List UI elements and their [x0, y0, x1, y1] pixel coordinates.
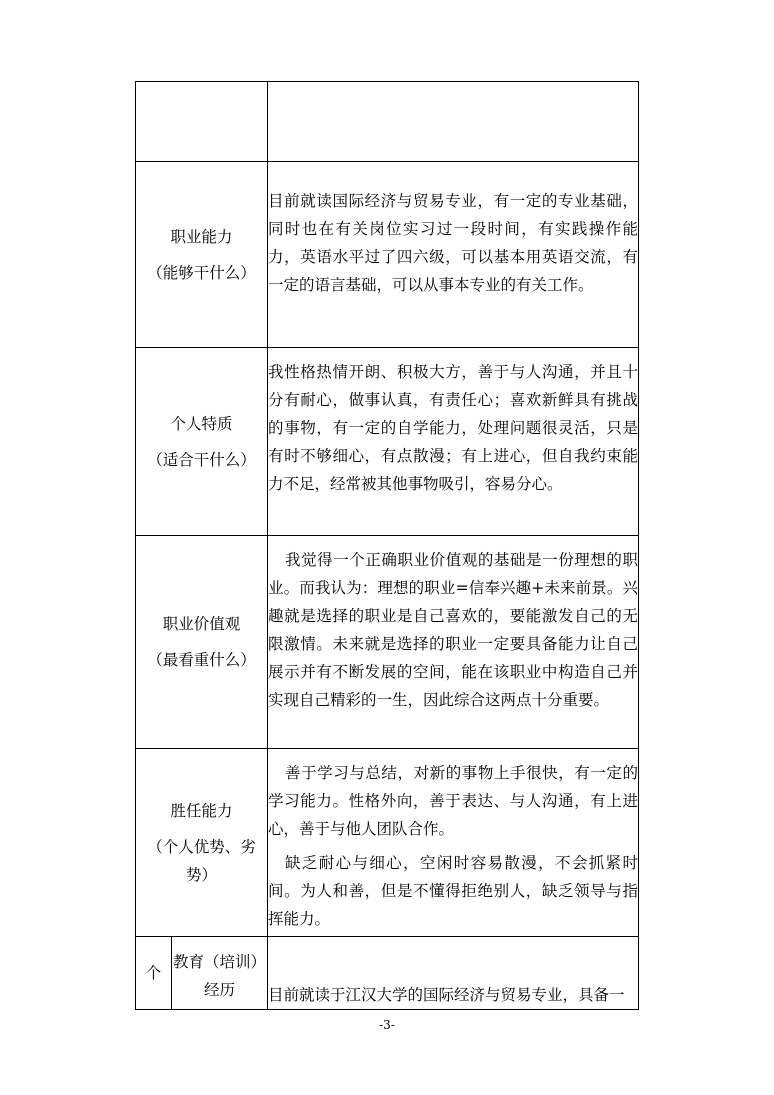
empty-content-cell: [268, 82, 639, 162]
ability-label-cell: [136, 162, 268, 348]
table-row-empty: [136, 82, 639, 162]
career-planning-table: [135, 81, 639, 1010]
table-row-ability: [136, 162, 639, 348]
education-content-cell: [268, 937, 639, 1010]
competence-label-title: 胜任能力: [170, 801, 233, 820]
traits-label-cell: [136, 348, 268, 536]
table-row-competence: [136, 749, 639, 937]
education-label-cell: [172, 937, 268, 1010]
empty-label-cell: [136, 82, 268, 162]
values-label-cell: [136, 536, 268, 749]
education-side-text: 个: [145, 964, 162, 982]
competence-label-cell: [136, 749, 268, 937]
education-label-text: 教育（培训）经历: [172, 953, 266, 999]
traits-content-cell: [268, 348, 639, 536]
table-row-values: [136, 536, 639, 749]
values-text: 我觉得一个正确职业价值观的基础是一份理想的职业。而我认为：理想的职业=信奉兴趣+未来前景。兴趣就是选择的职业是自己喜欢的，要能激发自己的无限激情。未来就是选择的职业一定要具备能力让自己展示并有不断发展的空间，能在该职业中构造自己并实现自己精彩的一生，因此综合这两点十分重要。: [268, 551, 638, 709]
table-row-education: [136, 937, 639, 1010]
values-label-title: 职业价值观: [162, 615, 241, 633]
values-label-subtitle: （最看重什么）: [147, 651, 256, 669]
values-content-cell: [268, 536, 639, 749]
ability-label-title: 职业能力: [170, 227, 233, 246]
traits-label-title: 个人特质: [170, 414, 233, 433]
traits-label-subtitle: （适合干什么）: [147, 450, 256, 469]
page-number: -3-: [379, 1018, 395, 1032]
ability-content-cell: [268, 162, 639, 348]
competence-label-subtitle: （个人优势、劣势）: [147, 837, 256, 884]
competence-weaknesses-text: 缺乏耐心与细心，空闲时容易散漫，不会抓紧时间。为人和善，但是不懂得拒绝别人，缺乏领导与指挥能力。: [268, 854, 638, 928]
ability-label-subtitle: （能够干什么）: [147, 263, 256, 282]
education-text: 目前就读于江汉大学的国际经济与贸易专业，具备一: [268, 986, 625, 1004]
education-side-cell: [136, 937, 172, 1010]
competence-strengths-text: 善于学习与总结，对新的事物上手很快，有一定的学习能力。性格外向，善于表达、与人沟通，有上进心，善于与他人团队合作。: [268, 764, 638, 838]
table-row-traits: [136, 348, 639, 536]
ability-text: 目前就读国际经济与贸易专业，有一定的专业基础，同时也在有关岗位实习过一段时间，有实践操作能力，英语水平过了四六级，可以基本用英语交流，有一定的语言基础，可以从事本专业的有关工作。: [268, 192, 638, 294]
competence-content-cell: [268, 749, 639, 937]
traits-text: 我性格热情开朗、积极大方，善于与人沟通，并且十分有耐心，做事认真，有责任心；喜欢新鲜具有挑战的事物，有一定的自学能力，处理问题很灵活，只是有时不够细心，有点散漫；有上进心，但自我约束能力不足，经常被其他事物吸引，容易分心。: [268, 363, 638, 493]
